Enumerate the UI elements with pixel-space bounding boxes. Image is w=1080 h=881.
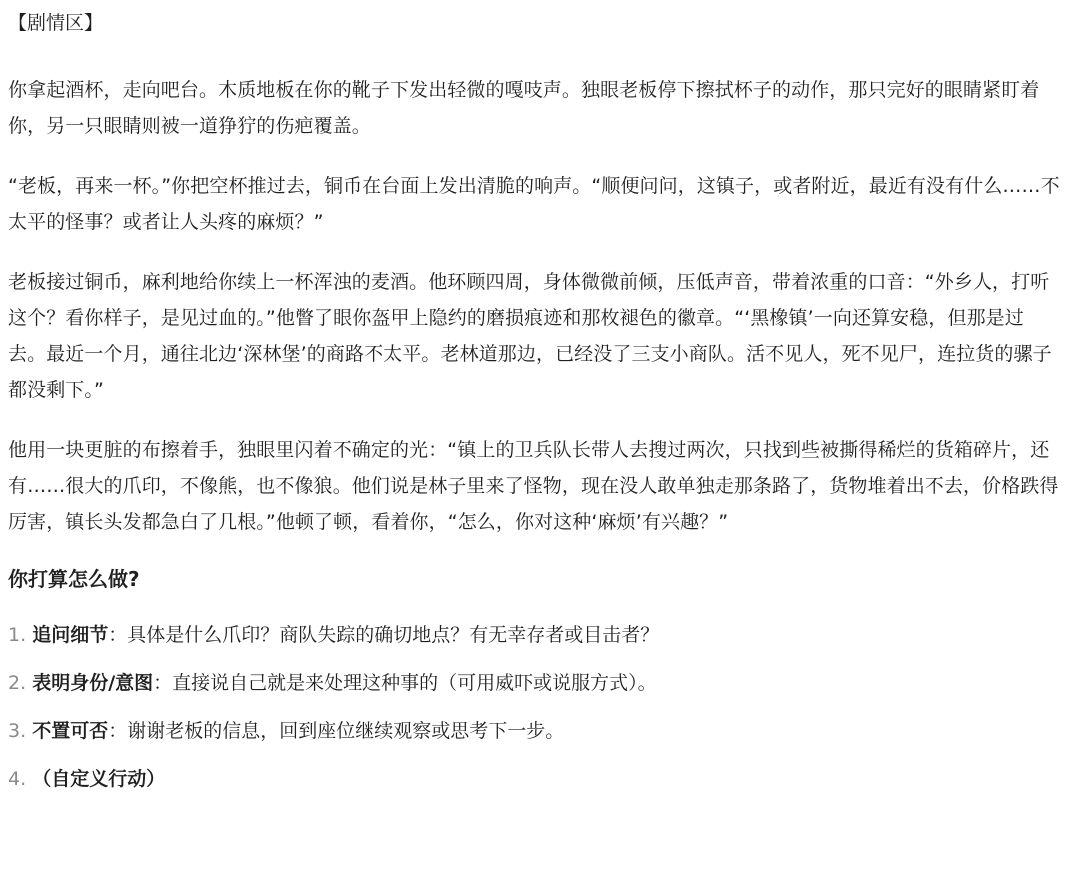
action-option-reveal-identity[interactable] [8, 668, 1062, 698]
story-paragraph: 你拿起酒杯，走向吧台。木质地板在你的靴子下发出轻微的嘎吱声。独眼老板停下擦拭杯子的动作，那只完好的眼睛紧盯着你，另一只眼睛则被一道狰狞的伤疤覆盖。 [8, 79, 1040, 137]
choice-prompt: 你打算怎么做? [8, 567, 140, 591]
option-description: ：谢谢老板的信息，回到座位继续观察或思考下一步。 [108, 720, 565, 742]
option-description: ：直接说自己就是来处理这种事的（可用威吓或说服方式）。 [153, 672, 657, 694]
option-title: （自定义行动） [32, 768, 166, 790]
story-paragraph: 老板接过铜币，麻利地给你续上一杯浑浊的麦酒。他环顾四周，身体微微前倾，压低声音，带着浓重的口音：“外乡人，打听这个？看你样子，是见过血的。”他瞥了眼你盔甲上隐约的磨损痕迹和那枚褪色的徽章。“‘黑橡镇’一向还算安稳，但那是过去。最近一个月，通往北边‘深林堡’的商路不太平。老林道那边，已经没了三支小商队。活不见人，死不见尸，连拉货的骡子都没剩下。” [8, 271, 1052, 401]
option-number: 4. [8, 768, 27, 790]
action-option-custom[interactable] [8, 764, 1062, 794]
option-description: ：具体是什么爪印？商队失踪的确切地点？有无幸存者或目击者？ [108, 624, 660, 646]
story-paragraph: 他用一块更脏的布擦着手，独眼里闪着不确定的光：“镇上的卫兵队长带人去搜过两次，只找到些被撕得稀烂的货箱碎片，还有……很大的爪印，不像熊，也不像狼。他们说是林子里来了怪物，现在没人敢单独走那条路了，货物堆着出不去，价格跌得厉害，镇长头发都急白了几根。”他顿了顿，看着你，“怎么，你对这种‘麻烦’有兴趣？” [8, 439, 1059, 533]
section-label: 【剧情区】 [8, 12, 104, 34]
story-paragraph: “老板，再来一杯。”你把空杯推过去，铜币在台面上发出清脆的响声。“顺便问问，这镇子，或者附近，最近有没有什么……不太平的怪事？或者让人头疼的麻烦？” [8, 175, 1060, 233]
option-number: 3. [8, 720, 27, 742]
option-number: 2. [8, 672, 27, 694]
option-title: 追问细节 [32, 624, 109, 646]
action-option-ask-details[interactable] [8, 620, 1062, 650]
option-title: 不置可否 [32, 720, 109, 742]
action-options-list [8, 620, 1062, 794]
option-title: 表明身份/意图 [32, 672, 154, 694]
action-option-noncommittal[interactable] [8, 716, 1062, 746]
option-number: 1. [8, 624, 27, 646]
